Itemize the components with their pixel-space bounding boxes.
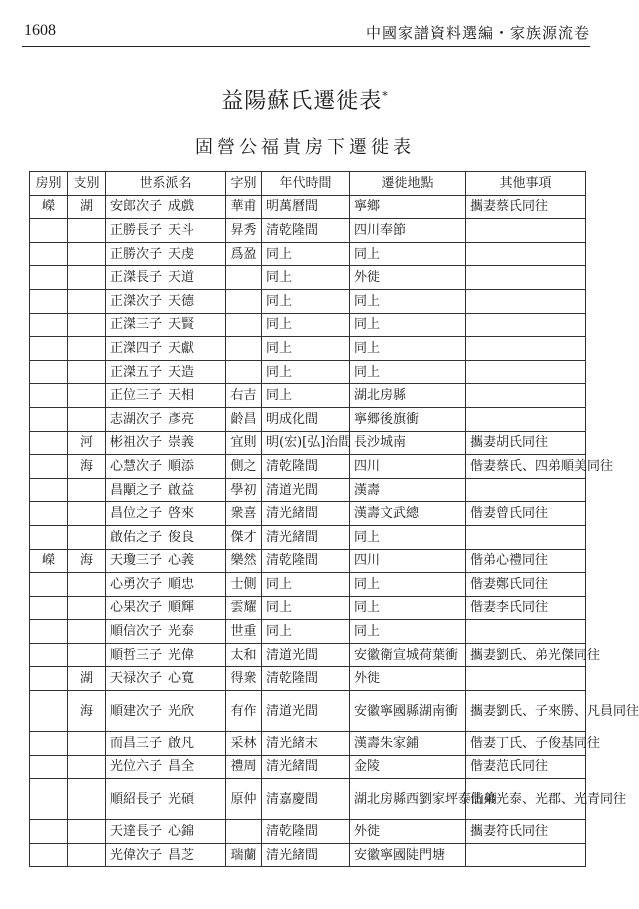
- place-cell: 安徽寧國陡門塘: [350, 843, 466, 867]
- column-header: 字别: [226, 172, 262, 196]
- page-header: [24, 22, 590, 44]
- lineage-relation: 順紹長子: [110, 791, 163, 807]
- lineage-relation: 正滐三子: [110, 317, 163, 333]
- notes-cell: 攜妻劉氏、弟光傑同往: [466, 643, 586, 667]
- place-cell: 外徙: [350, 820, 466, 844]
- lineage-name: 順添: [168, 458, 195, 474]
- zhi-cell: [68, 596, 106, 620]
- lineage-name: 順忠: [168, 576, 195, 592]
- notes-cell: [466, 313, 586, 337]
- lineage-relation: 天瓊三子: [110, 553, 163, 569]
- page-title-text: 益陽蘇氏遷徙表: [221, 89, 383, 114]
- zhi-cell: [68, 266, 106, 290]
- table-row: [30, 431, 586, 455]
- place-cell: 寧郷後旗衝: [350, 407, 466, 431]
- notes-cell: [466, 667, 586, 691]
- notes-cell: [466, 620, 586, 644]
- fang-cell: [30, 360, 68, 384]
- lineage-cell: [106, 843, 226, 867]
- zhi-cell: [68, 407, 106, 431]
- notes-cell: 偕妻蔡氏、四弟順美同往: [466, 455, 586, 479]
- place-cell: 安徽寧國縣湖南衝: [350, 691, 466, 732]
- notes-cell: 偕妻范氏同往: [466, 755, 586, 779]
- lineage-name: 心義: [168, 553, 195, 569]
- table-row: [30, 779, 586, 820]
- time-cell: 清道光間: [262, 691, 350, 732]
- fang-cell: [30, 242, 68, 266]
- fang-cell: [30, 779, 68, 820]
- table-row: [30, 620, 586, 644]
- lineage-name: 昌芝: [168, 847, 195, 863]
- courtesy-name-cell: 瑞蘭: [226, 843, 262, 867]
- lineage-cell: [106, 596, 226, 620]
- time-cell: 同上: [262, 573, 350, 597]
- lineage-relation: 正滐次子: [110, 293, 163, 309]
- lineage-cell: [106, 407, 226, 431]
- fang-cell: [30, 573, 68, 597]
- column-header: 房别: [30, 172, 68, 196]
- lineage-relation: 而昌三子: [110, 735, 163, 751]
- notes-cell: [466, 360, 586, 384]
- lineage-relation: 正滐四子: [110, 340, 163, 356]
- place-cell: 湖北房縣西劉家坪泰山廟: [350, 779, 466, 820]
- lineage-name: 啟益: [168, 482, 195, 498]
- table-row: [30, 549, 586, 573]
- place-cell: 同上: [350, 289, 466, 313]
- fang-cell: 嶸: [30, 549, 68, 573]
- lineage-name: 心錦: [168, 824, 195, 840]
- notes-cell: [466, 289, 586, 313]
- lineage-cell: [106, 478, 226, 502]
- lineage-cell: [106, 779, 226, 820]
- running-title: 中國家譜資料選編・家族源流卷: [365, 24, 590, 42]
- table-row: [30, 384, 586, 408]
- courtesy-name-cell: 爲盈: [226, 242, 262, 266]
- fang-cell: [30, 407, 68, 431]
- table-row: [30, 525, 586, 549]
- lineage-relation: 正滐五子: [110, 364, 163, 380]
- courtesy-name-cell: 有作: [226, 691, 262, 732]
- lineage-name: 天道: [168, 270, 195, 286]
- lineage-relation: 天達長子: [110, 824, 163, 840]
- migration-table: [29, 171, 639, 867]
- notes-cell: [466, 219, 586, 243]
- table-row: [30, 755, 586, 779]
- lineage-cell: [106, 755, 226, 779]
- time-cell: 清乾隆間: [262, 549, 350, 573]
- lineage-cell: [106, 643, 226, 667]
- table-row: [30, 843, 586, 867]
- table-row: [30, 407, 586, 431]
- fang-cell: [30, 431, 68, 455]
- courtesy-name-cell: 宜則: [226, 431, 262, 455]
- table-row: [30, 266, 586, 290]
- lineage-cell: [106, 289, 226, 313]
- lineage-relation: 昌位之子: [110, 506, 163, 522]
- table-row: [30, 242, 586, 266]
- zhi-cell: 湖: [68, 195, 106, 219]
- lineage-relation: 順哲三子: [110, 647, 163, 663]
- fang-cell: [30, 478, 68, 502]
- column-header: 支别: [68, 172, 106, 196]
- lineage-cell: [106, 691, 226, 732]
- courtesy-name-cell: 昇秀: [226, 219, 262, 243]
- time-cell: 清光緒間: [262, 525, 350, 549]
- time-cell: 同上: [262, 242, 350, 266]
- lineage-cell: [106, 732, 226, 756]
- lineage-name: 天斗: [168, 222, 195, 238]
- time-cell: 明萬曆間: [262, 195, 350, 219]
- time-cell: 明成化間: [262, 407, 350, 431]
- table-row: [30, 195, 586, 219]
- notes-cell: [466, 843, 586, 867]
- lineage-name: 光偉: [168, 647, 195, 663]
- notes-cell: 偕妻鄭氏同往: [466, 573, 586, 597]
- table-row: [30, 667, 586, 691]
- table-row: [30, 643, 586, 667]
- lineage-cell: [106, 549, 226, 573]
- courtesy-name-cell: 得衆: [226, 667, 262, 691]
- place-cell: 外徙: [350, 667, 466, 691]
- lineage-relation: 志湖次子: [110, 411, 163, 427]
- zhi-cell: [68, 779, 106, 820]
- notes-cell: 偕弟心禮同往: [466, 549, 586, 573]
- zhi-cell: 河: [68, 431, 106, 455]
- time-cell: 清道光間: [262, 478, 350, 502]
- time-cell: 清光緒間: [262, 502, 350, 526]
- lineage-relation: 正滐長子: [110, 270, 163, 286]
- lineage-relation: 心慧次子: [110, 458, 163, 474]
- place-cell: 同上: [350, 620, 466, 644]
- place-cell: 漢壽: [350, 478, 466, 502]
- zhi-cell: [68, 732, 106, 756]
- notes-cell: 偕妻李氏同往: [466, 596, 586, 620]
- lineage-name: 天相: [168, 388, 195, 404]
- lineage-cell: [106, 384, 226, 408]
- column-header: 世系派名: [106, 172, 226, 196]
- place-cell: 同上: [350, 525, 466, 549]
- lineage-relation: 正位三子: [110, 388, 163, 404]
- courtesy-name-cell: 樂然: [226, 549, 262, 573]
- table-row: [30, 455, 586, 479]
- notes-cell: 攜妻符氏同往: [466, 820, 586, 844]
- time-cell: 清光緒間: [262, 755, 350, 779]
- courtesy-name-cell: [226, 266, 262, 290]
- lineage-cell: [106, 337, 226, 361]
- lineage-cell: [106, 502, 226, 526]
- place-cell: 四川: [350, 455, 466, 479]
- lineage-name: 光欣: [168, 703, 195, 719]
- lineage-relation: 正勝次子: [110, 246, 163, 262]
- lineage-relation: 順信次子: [110, 624, 163, 640]
- time-cell: 清乾隆間: [262, 455, 350, 479]
- fang-cell: [30, 643, 68, 667]
- lineage-cell: [106, 266, 226, 290]
- place-cell: 安徽衛宣城荷葉衝: [350, 643, 466, 667]
- notes-cell: [466, 407, 586, 431]
- table-row: [30, 360, 586, 384]
- time-cell: 同上: [262, 596, 350, 620]
- time-cell: 同上: [262, 384, 350, 408]
- lineage-name: 光泰: [168, 624, 195, 640]
- time-cell: 清乾隆間: [262, 667, 350, 691]
- lineage-name: 崇義: [168, 435, 195, 451]
- lineage-cell: [106, 219, 226, 243]
- table-row: [30, 820, 586, 844]
- lineage-name: 心寬: [168, 671, 195, 687]
- time-cell: 同上: [262, 266, 350, 290]
- place-cell: 湖北房縣: [350, 384, 466, 408]
- zhi-cell: 海: [68, 455, 106, 479]
- courtesy-name-cell: 學初: [226, 478, 262, 502]
- notes-cell: 偕妻曾氏同往: [466, 502, 586, 526]
- lineage-relation: 天禄次子: [110, 671, 163, 687]
- lineage-name: 彥亮: [168, 411, 195, 427]
- lineage-cell: [106, 455, 226, 479]
- zhi-cell: [68, 313, 106, 337]
- lineage-relation: 正勝長子: [110, 222, 163, 238]
- fang-cell: [30, 219, 68, 243]
- column-header: 其他事項: [466, 172, 586, 196]
- notes-cell: 偕妻丁氏、子俊基同往: [466, 732, 586, 756]
- lineage-cell: [106, 667, 226, 691]
- table-row: [30, 573, 586, 597]
- courtesy-name-cell: 禮周: [226, 755, 262, 779]
- fang-cell: [30, 289, 68, 313]
- courtesy-name-cell: [226, 313, 262, 337]
- courtesy-name-cell: [226, 360, 262, 384]
- lineage-name: 天造: [168, 364, 195, 380]
- lineage-relation: 光偉次子: [110, 847, 163, 863]
- time-cell: 同上: [262, 337, 350, 361]
- lineage-name: 天獻: [168, 340, 195, 356]
- page-number: 1608: [24, 22, 56, 39]
- notes-cell: [466, 266, 586, 290]
- column-header: 年代時間: [262, 172, 350, 196]
- notes-cell: 偕弟光泰、光郡、光青同往: [466, 779, 586, 820]
- place-cell: 同上: [350, 313, 466, 337]
- zhi-cell: [68, 755, 106, 779]
- notes-cell: 攜妻胡氏同往: [466, 431, 586, 455]
- lineage-name: 昌全: [168, 759, 195, 775]
- zhi-cell: [68, 360, 106, 384]
- lineage-relation: 順建次子: [110, 703, 163, 719]
- table-header-row: [30, 172, 586, 196]
- place-cell: 同上: [350, 573, 466, 597]
- notes-cell: [466, 478, 586, 502]
- fang-cell: [30, 337, 68, 361]
- zhi-cell: 海: [68, 549, 106, 573]
- zhi-cell: [68, 289, 106, 313]
- fang-cell: [30, 843, 68, 867]
- courtesy-name-cell: 雲耀: [226, 596, 262, 620]
- courtesy-name-cell: 世重: [226, 620, 262, 644]
- lineage-cell: [106, 313, 226, 337]
- time-cell: 同上: [262, 313, 350, 337]
- fang-cell: [30, 620, 68, 644]
- zhi-cell: [68, 478, 106, 502]
- courtesy-name-cell: [226, 289, 262, 313]
- time-cell: 清乾隆間: [262, 219, 350, 243]
- zhi-cell: [68, 525, 106, 549]
- zhi-cell: 海: [68, 691, 106, 732]
- time-cell: 清光緒末: [262, 732, 350, 756]
- courtesy-name-cell: 華甫: [226, 195, 262, 219]
- courtesy-name-cell: 衆喜: [226, 502, 262, 526]
- place-cell: 四川: [350, 549, 466, 573]
- place-cell: 四川奉節: [350, 219, 466, 243]
- zhi-cell: [68, 337, 106, 361]
- fang-cell: [30, 596, 68, 620]
- place-cell: 同上: [350, 242, 466, 266]
- place-cell: 漢壽文武總: [350, 502, 466, 526]
- fang-cell: [30, 667, 68, 691]
- lineage-cell: [106, 431, 226, 455]
- zhi-cell: [68, 820, 106, 844]
- fang-cell: [30, 691, 68, 732]
- courtesy-name-cell: 右吉: [226, 384, 262, 408]
- lineage-cell: [106, 620, 226, 644]
- courtesy-name-cell: 側之: [226, 455, 262, 479]
- courtesy-name-cell: 齡昌: [226, 407, 262, 431]
- lineage-cell: [106, 360, 226, 384]
- place-cell: 同上: [350, 596, 466, 620]
- fang-cell: [30, 313, 68, 337]
- zhi-cell: [68, 643, 106, 667]
- time-cell: 同上: [262, 289, 350, 313]
- courtesy-name-cell: 士側: [226, 573, 262, 597]
- fang-cell: [30, 755, 68, 779]
- table-row: [30, 691, 586, 732]
- table-row: [30, 337, 586, 361]
- zhi-cell: [68, 502, 106, 526]
- table-row: [30, 478, 586, 502]
- time-cell: 明(宏)[弘]治間: [262, 431, 350, 455]
- zhi-cell: [68, 384, 106, 408]
- lineage-cell: [106, 195, 226, 219]
- page-title: [0, 84, 610, 115]
- zhi-cell: [68, 219, 106, 243]
- table-row: [30, 289, 586, 313]
- place-cell: 漢壽朱家鋪: [350, 732, 466, 756]
- lineage-cell: [106, 820, 226, 844]
- place-cell: 金陵: [350, 755, 466, 779]
- fang-cell: [30, 525, 68, 549]
- time-cell: 清光緒間: [262, 843, 350, 867]
- notes-cell: [466, 242, 586, 266]
- lineage-cell: [106, 573, 226, 597]
- fang-cell: [30, 384, 68, 408]
- column-header: 遷徙地點: [350, 172, 466, 196]
- zhi-cell: 湖: [68, 667, 106, 691]
- notes-cell: [466, 525, 586, 549]
- table-row: [30, 219, 586, 243]
- notes-cell: [466, 337, 586, 361]
- lineage-name: 天賢: [168, 317, 195, 333]
- time-cell: 清道光間: [262, 643, 350, 667]
- zhi-cell: [68, 843, 106, 867]
- place-cell: 長沙城南: [350, 431, 466, 455]
- fang-cell: [30, 266, 68, 290]
- lineage-name: 天德: [168, 293, 195, 309]
- footnote-mark: *: [382, 89, 389, 103]
- lineage-name: 啓來: [168, 506, 195, 522]
- fang-cell: 嶸: [30, 195, 68, 219]
- lineage-name: 俊良: [168, 529, 195, 545]
- place-cell: 同上: [350, 337, 466, 361]
- lineage-relation: 光位六子: [110, 759, 163, 775]
- table-row: [30, 502, 586, 526]
- table-body: [30, 195, 639, 867]
- courtesy-name-cell: [226, 820, 262, 844]
- lineage-name: 光碩: [168, 791, 195, 807]
- notes-cell: 攜妻劉氏、子來勝、凡員同往: [466, 691, 586, 732]
- lineage-relation: 心果次子: [110, 600, 163, 616]
- notes-cell: [466, 384, 586, 408]
- place-cell: 同上: [350, 360, 466, 384]
- lineage-relation: 心勇次子: [110, 576, 163, 592]
- table-subtitle: 固營公福貴房下遷徙表: [195, 137, 415, 158]
- fang-cell: [30, 502, 68, 526]
- lineage-name: 啟凡: [168, 735, 195, 751]
- courtesy-name-cell: 原仲: [226, 779, 262, 820]
- zhi-cell: [68, 242, 106, 266]
- time-cell: 同上: [262, 360, 350, 384]
- place-cell: 寧鄉: [350, 195, 466, 219]
- courtesy-name-cell: 傑才: [226, 525, 262, 549]
- time-cell: 同上: [262, 620, 350, 644]
- lineage-name: 順輝: [168, 600, 195, 616]
- zhi-cell: [68, 620, 106, 644]
- lineage-cell: [106, 525, 226, 549]
- lineage-relation: 安郎次子: [110, 199, 163, 215]
- courtesy-name-cell: 太和: [226, 643, 262, 667]
- time-cell: 清乾隆間: [262, 820, 350, 844]
- lineage-name: 成戲: [168, 199, 195, 215]
- fang-cell: [30, 455, 68, 479]
- header-rule: [22, 46, 590, 47]
- lineage-relation: 彬祖次子: [110, 435, 163, 451]
- table-row: [30, 313, 586, 337]
- fang-cell: [30, 820, 68, 844]
- table-row: [30, 596, 586, 620]
- lineage-cell: [106, 242, 226, 266]
- table-row: [30, 732, 586, 756]
- time-cell: 清嘉慶間: [262, 779, 350, 820]
- fang-cell: [30, 732, 68, 756]
- notes-cell: 攜妻蔡氏同往: [466, 195, 586, 219]
- lineage-name: 天虔: [168, 246, 195, 262]
- courtesy-name-cell: 采林: [226, 732, 262, 756]
- courtesy-name-cell: [226, 337, 262, 361]
- lineage-relation: 昌顒之子: [110, 482, 163, 498]
- lineage-relation: 啟佑之子: [110, 529, 163, 545]
- place-cell: 外徙: [350, 266, 466, 290]
- zhi-cell: [68, 573, 106, 597]
